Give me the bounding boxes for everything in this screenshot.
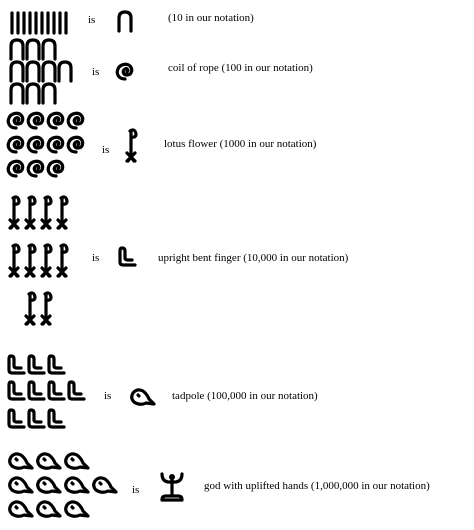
coil-of-rope-icon [114, 60, 136, 82]
ten-strokes-group [8, 10, 76, 36]
description-hundred-thousand: tadpole (100,000 in our notation) [172, 390, 318, 402]
row-ten-thousand [0, 192, 474, 342]
is-connector: is [104, 390, 112, 402]
hundred-heel-group [6, 36, 80, 106]
stroke-icon [8, 10, 76, 36]
tadpole-icon [4, 448, 128, 526]
lotus-flower-icon [4, 192, 84, 342]
description-hundred: coil of rope (100 in our notation) [168, 62, 313, 74]
hundred-thousand-finger-group [6, 352, 90, 436]
is-connector: is [132, 484, 140, 496]
row-thousand [0, 108, 474, 188]
is-connector: is [92, 66, 100, 78]
bent-finger-icon [118, 244, 140, 268]
heel-bone-icon [116, 9, 134, 33]
description-million: god with uplifted hands (1,000,000 in our notation) [204, 480, 430, 492]
description-ten: (10 in our notation) [168, 12, 254, 24]
lotus-flower-icon [124, 126, 138, 164]
row-ten [0, 0, 474, 40]
row-hundred-thousand [0, 352, 474, 438]
coil-of-rope-icon [4, 108, 94, 188]
row-hundred [0, 36, 474, 104]
row-million [0, 448, 474, 528]
ten-thousand-lotus-group [4, 192, 84, 342]
bent-finger-icon [6, 352, 90, 436]
million-tadpole-group [4, 448, 128, 526]
heel-bone-icon [6, 36, 80, 106]
god-uplifted-hands-icon [158, 470, 186, 504]
description-thousand: lotus flower (1000 in our notation) [164, 138, 317, 150]
thousand-coil-group [4, 108, 94, 188]
is-connector: is [92, 252, 100, 264]
tadpole-icon [128, 386, 158, 408]
is-connector: is [102, 144, 110, 156]
is-connector: is [88, 14, 96, 26]
description-ten-thousand: upright bent finger (10,000 in our notation) [158, 252, 349, 264]
